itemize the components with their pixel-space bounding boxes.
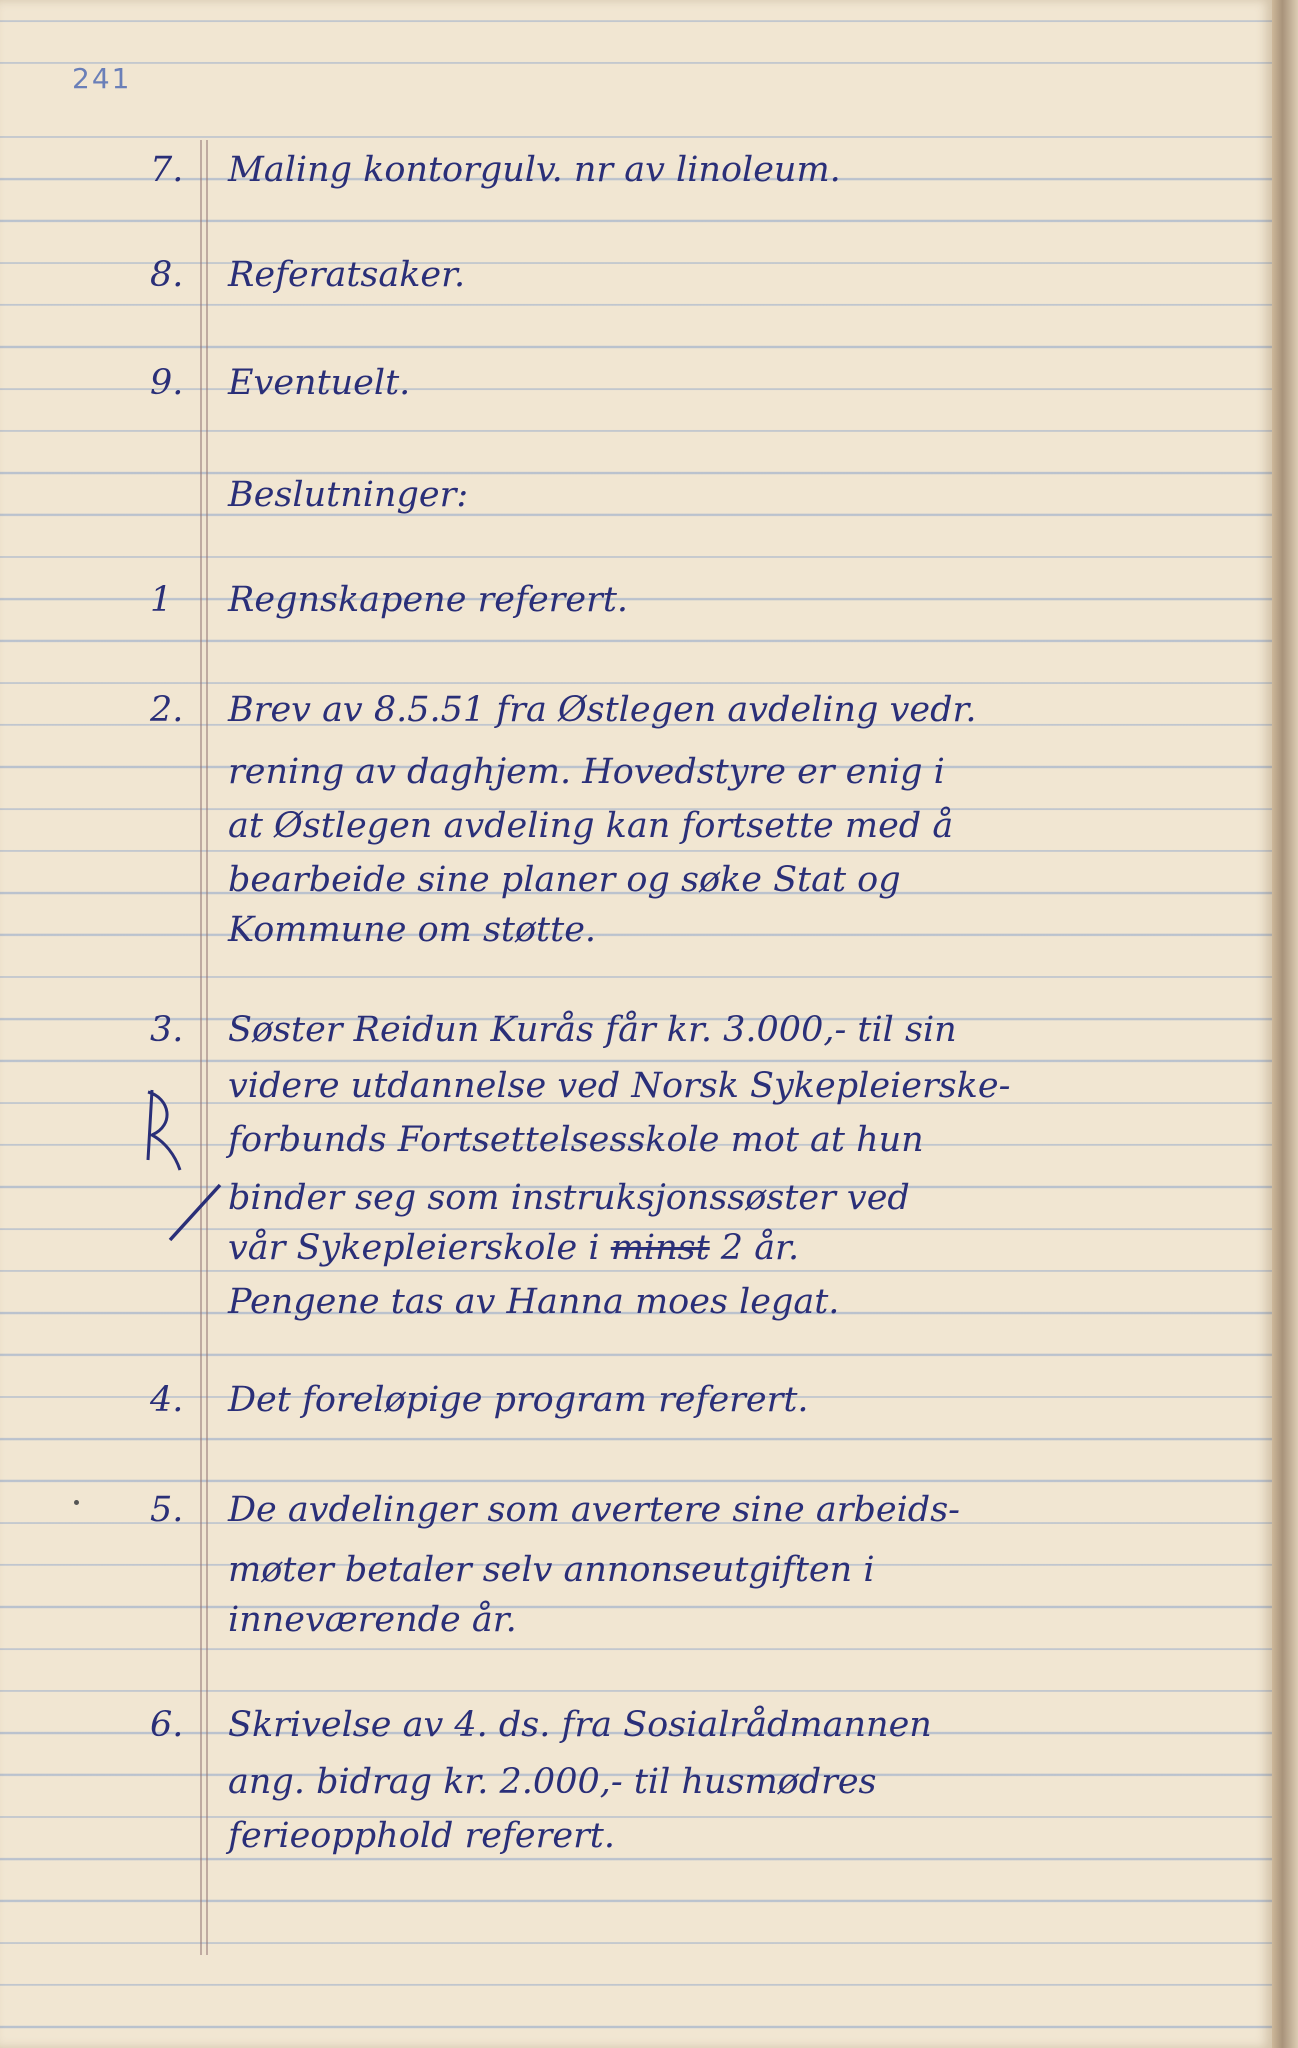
decision-text: rening av daghjem. Hovedstyre er enig i (228, 752, 945, 792)
decision-text: at Østlegen avdeling kan fortsette med å (228, 806, 954, 846)
decision-text: Det foreløpige program referert. (228, 1380, 809, 1420)
decision-number: 4. (150, 1380, 184, 1420)
decision-text: Brev av 8.5.51 fra Østlegen avdeling vedr. (228, 690, 977, 730)
decision-text: Kommune om støtte. (228, 910, 597, 950)
item-number: 7. (150, 150, 184, 190)
decision-number: 3. (150, 1010, 184, 1050)
decision-text: bearbeide sine planer og søke Stat og (228, 860, 901, 900)
item-text: Referatsaker. (228, 255, 466, 295)
decision-text: Regnskapene referert. (228, 580, 629, 620)
decision-text: binder seg som instruksjonssøster ved (228, 1178, 910, 1218)
decision-text: videre utdannelse ved Norsk Sykepleierske- (228, 1066, 1011, 1106)
margin-initial-mark (130, 1065, 250, 1260)
decisions-heading: Beslutninger: (228, 475, 469, 515)
paper-mark (74, 1500, 79, 1505)
decision-text: Pengene tas av Hanna moes legat. (228, 1282, 840, 1322)
item-number: 9. (150, 363, 184, 403)
decision-text: ferieopphold referert. (228, 1816, 615, 1856)
decision-text: forbunds Fortsettelsesskole mot at hun (228, 1120, 924, 1160)
struck-word: minst (610, 1228, 710, 1268)
decision-number: 5. (150, 1490, 184, 1530)
decision-number: 1 (150, 580, 173, 620)
item-number: 8. (150, 255, 184, 295)
decision-number: 6. (150, 1705, 184, 1745)
decision-text: møter betaler selv annonseutgiften i (228, 1550, 875, 1590)
decision-number: 2. (150, 690, 184, 730)
page-number: 241 (72, 62, 132, 95)
margin-initial-text: R. (130, 1065, 148, 1084)
decision-text: Skrivelse av 4. ds. fra Sosialrådmannen (228, 1705, 932, 1745)
decision-text: Søster Reidun Kurås får kr. 3.000,- til sin (228, 1010, 957, 1050)
item-text: Maling kontorgulv. nr av linoleum. (228, 150, 841, 190)
book-binding (1272, 0, 1298, 2048)
decision-text: De avdelinger som avertere sine arbeids- (228, 1490, 960, 1530)
decision-text: inneværende år. (228, 1600, 517, 1640)
decision-text: ang. bidrag kr. 2.000,- til husmødres (228, 1762, 877, 1802)
decision-text-with-strike: vår Sykepleierskole i minst 2 år. (228, 1228, 800, 1268)
item-text: Eventuelt. (228, 363, 411, 403)
